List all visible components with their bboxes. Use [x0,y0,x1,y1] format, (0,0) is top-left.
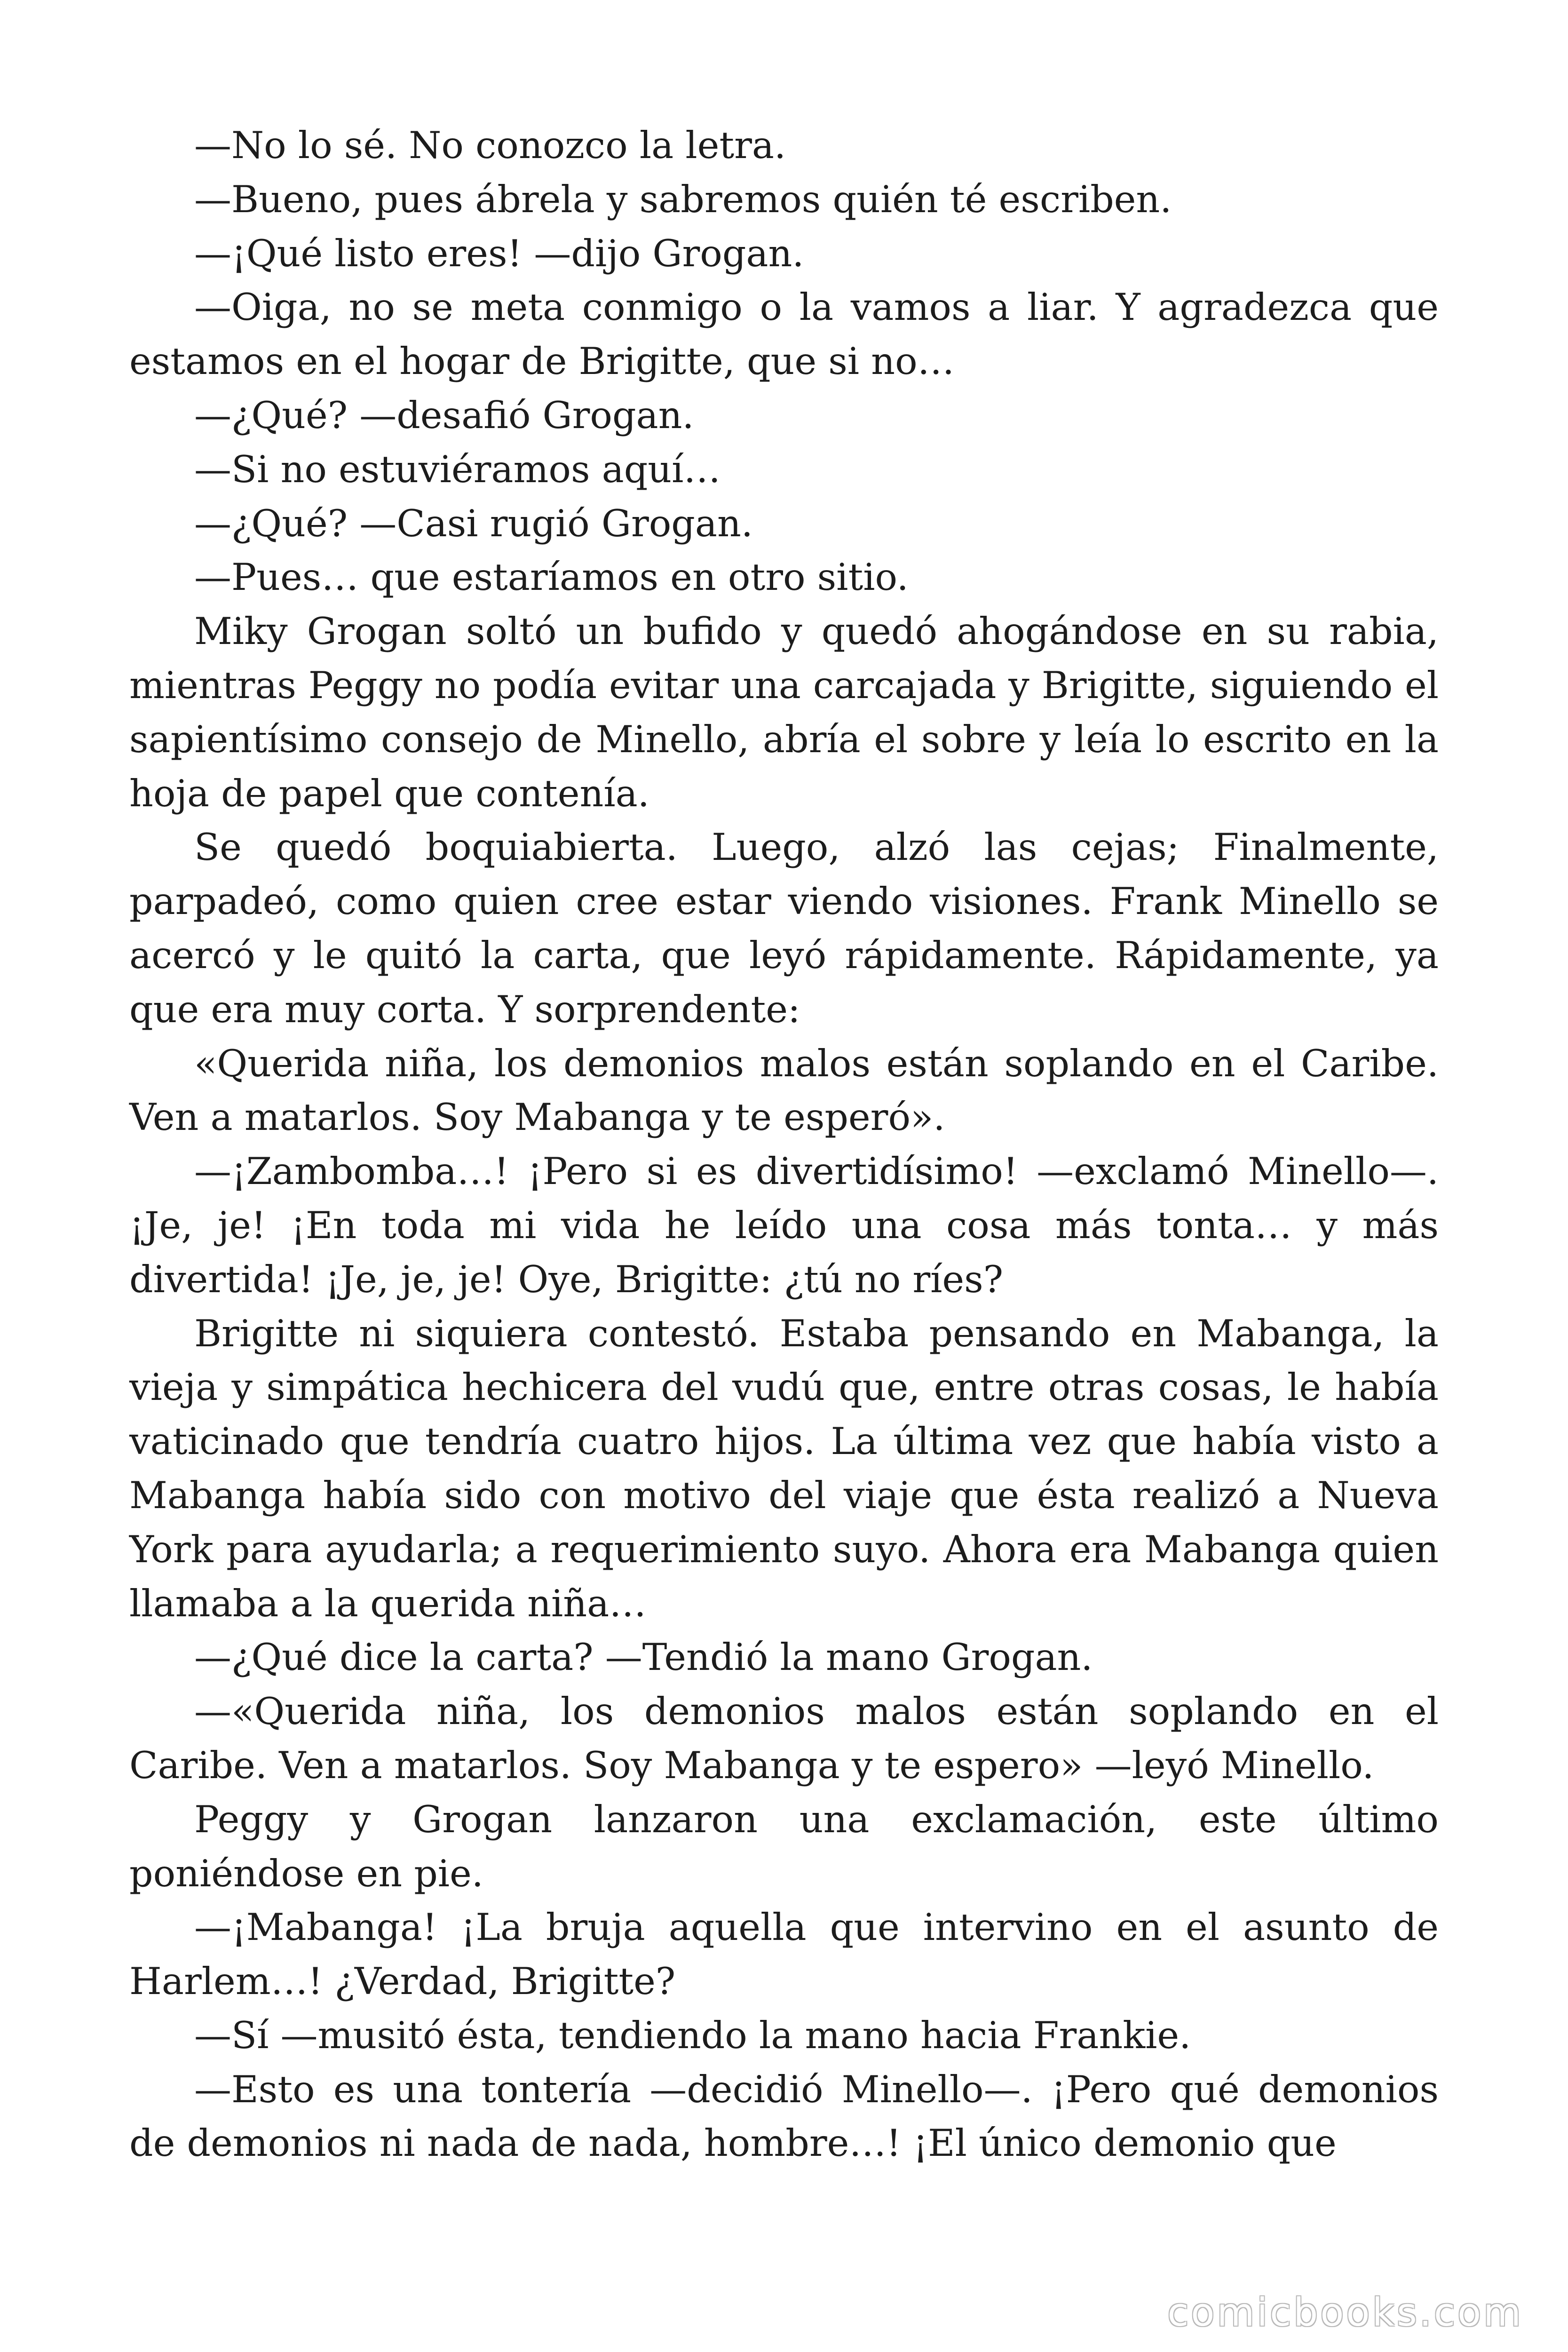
paragraph: —¿Qué? —Casi rugió Grogan. [194,501,753,545]
paragraph: —«Querida niña, los demonios malos están soplando en el Caribe. Ven a matarlos. Soy Mabanga y te espero» —leyó Minello. [129,1690,1439,1787]
page-body-text [129,119,1439,2170]
paragraph: —Bueno, pues ábrela y sabremos quién té escriben. [194,177,1172,221]
paragraph: —Sí —musitó ésta, tendiendo la mano hacia Frankie. [194,2013,1191,2057]
paragraph: —Pues… que estaríamos en otro sitio. [194,556,909,599]
paragraph: —¿Qué? —desafió Grogan. [194,393,694,437]
paragraph: —¡Mabanga! ¡La bruja aquella que intervino en el asunto de Harlem…! ¿Verdad, Brigitte? [129,1906,1439,2003]
paragraph: —Esto es una tontería —decidió Minello—. ¡Pero qué demonios de demonios ni nada de nada, hombre…! ¡El único demonio que [129,2067,1439,2165]
paragraph: —¿Qué dice la carta? —Tendió la mano Grogan. [194,1636,1093,1679]
paragraph: —¡Qué listo eres! —dijo Grogan. [194,231,804,275]
paragraph: «Querida niña, los demonios malos están soplando en el Caribe. Ven a matarlos. Soy Mabanga y te esperó». [129,1041,1439,1139]
paragraph: Peggy y Grogan lanzaron una exclamación, este último poniéndose en pie. [129,1797,1439,1895]
paragraph: —Si no estuviéramos aquí… [194,447,721,491]
watermark: comicbooks.com [1167,2290,1523,2335]
paragraph: —¡Zambomba…! ¡Pero si es divertidísimo! —exclamó Minello—. ¡Je, je! ¡En toda mi vida he leído una cosa más tonta… y más divertida! ¡Je, je, je! Oye, Brigitte: ¿tú no ríes? [129,1150,1439,1301]
paragraph: Brigitte ni siquiera contestó. Estaba pensando en Mabanga, la vieja y simpática hechicera del vudú que, entre otras cosas, le había vaticinado que tendría cuatro hijos. La última vez que había visto a Mabanga había sido con motivo del viaje que ésta realizó a Nueva York para ayudarla; a requerimiento suyo. Ahora era Mabanga quien llamaba a la querida niña… [129,1311,1439,1625]
paragraph: —No lo sé. No conozco la letra. [194,124,786,167]
paragraph: Miky Grogan soltó un bufido y quedó ahogándose en su rabia, mientras Peggy no podía evitar una carcajada y Brigitte, siguiendo el sapientísimo consejo de Minello, abría el sobre y leía lo escrito en la hoja de papel que contenía. [129,610,1439,815]
paragraph: Se quedó boquiabierta. Luego, alzó las cejas; Finalmente, parpadeó, como quien cree estar viendo visiones. Frank Minello se acercó y le quitó la carta, que leyó rápidamente. Rápidamente, ya que era muy corta. Y sorprendente: [129,826,1439,1031]
paragraph: —Oiga, no se meta conmigo o la vamos a liar. Y agradezca que estamos en el hogar de Brigitte, que si no… [129,286,1439,383]
